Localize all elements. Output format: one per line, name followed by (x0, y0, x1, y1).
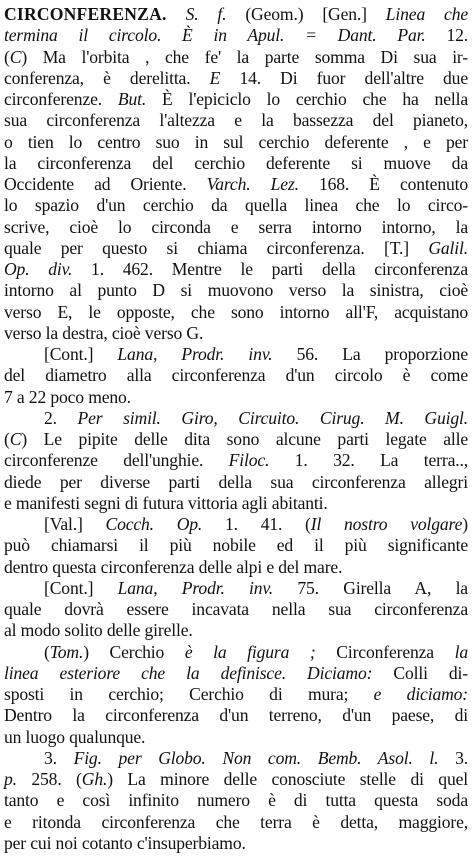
text: 3. (438, 747, 468, 768)
italic-text: p. (4, 769, 17, 789)
text: scrive, cioè lo circonda e serra intorno intorno, la (4, 216, 468, 237)
italic-text: Fig. per Globo. Non com. Bemb. Asol. l. (73, 747, 439, 768)
italic-text: Varch. Lez. (206, 174, 299, 194)
italic-text: la (454, 641, 468, 662)
text: 2. (44, 407, 78, 428)
italic-text: S. (185, 4, 199, 24)
text: la circonferenza del cerchio deferente si muove da (4, 152, 468, 173)
text: 258. ( (16, 769, 82, 789)
italic-text: Galil. (428, 237, 468, 258)
italic-text: linea esteriore che la definisce. Diciamo: (4, 662, 373, 683)
italic-text: But. (117, 89, 147, 109)
text: ) (462, 514, 468, 534)
italic-text: Cocch. Op. (105, 514, 203, 534)
italic-text: f. (217, 4, 227, 24)
text: Colli di- (372, 662, 468, 683)
text: È l'epiciclo lo cerchio che ha nella (146, 89, 468, 109)
text: può chiamarsi il più nobile ed il più significante (4, 535, 468, 556)
italic-text: C (9, 46, 22, 67)
text: ) Le pipite delle dita sono alcune parti legate alle (21, 429, 468, 449)
text: circonferenze. (4, 89, 118, 109)
text: [Cont.] (44, 577, 118, 598)
text: lo spazio d'un cerchio da quella linea che lo circo- (4, 195, 468, 216)
text: ) Ma l'orbita , che fe' la parte somma Di sua ir- (21, 46, 468, 67)
text: ) Cerchio (83, 641, 185, 662)
text: intorno al punto D si muovono verso la sinistra, cioè (4, 280, 468, 301)
italic-text: e diciamo: (373, 684, 469, 704)
italic-text: Filoc. (228, 450, 270, 471)
text: 168. È contenuto (298, 174, 468, 194)
text: 1. 41. ( (202, 514, 311, 534)
italic-text: E (209, 67, 221, 88)
italic-text: Il nostro volgare (310, 514, 463, 534)
text: ( (4, 429, 10, 449)
text: 56. La proporzione (272, 344, 468, 364)
text: 75. Girella A, la (273, 577, 468, 598)
text: ) La minore delle conosciute stelle di quel (107, 769, 468, 789)
italic-text: Linea che (385, 4, 468, 24)
italic-text: è la figura ; (184, 641, 316, 662)
text: Occidente ad Oriente. (4, 174, 207, 194)
italic-text: C (9, 429, 22, 449)
text: 1. 462. Mentre le parti della circonferenza (72, 259, 468, 279)
text: (Geom.) [Gen.] (226, 4, 386, 24)
text: [Cont.] (44, 344, 118, 364)
text: tanto e così infinito numero è di tutta questa soda (4, 790, 468, 811)
text: ( (4, 46, 10, 67)
text: 7 a 22 poco meno. (4, 386, 131, 407)
text: Dentro la circonferenza d'un terreno, d'un paese, di (4, 705, 468, 726)
text: sposti in cerchio; Cerchio di mura; (4, 684, 374, 704)
text: per cui noi cotanto c'insuperbiamo. (4, 832, 246, 853)
italic-text: Lana, Prodr. inv. (117, 577, 274, 598)
text: sua circonferenza l'altezza e la bassezza del pianeto, (4, 110, 468, 131)
headword: CIRCONFERENZA. (4, 4, 167, 24)
italic-text: Lana, Prodr. inv. (117, 344, 273, 364)
text (198, 4, 217, 24)
italic-text: Gh. (81, 769, 108, 789)
text: verso la destra, cioè verso G. (4, 322, 204, 343)
text: diede per diverse parti della sua circonferenza allegri (4, 471, 468, 492)
text: e manifesti segni di futura vittoria agli abitanti. (4, 492, 328, 513)
text: 3. (44, 747, 74, 768)
italic-text: Per simil. Giro, Circuito. Cirug. M. Guigl. (77, 407, 468, 428)
text: al modo solito delle girelle. (4, 620, 193, 641)
text: circonferenze dell'unghie. (4, 450, 229, 471)
text: conferenza, è derelitta. (4, 67, 210, 88)
text: e ritonda circonferenza che terra è detta, maggiore, (4, 811, 468, 832)
text: o tien lo centro suo in sul cerchio deferente , e per (4, 131, 468, 152)
dictionary-page (4, 2, 468, 855)
italic-text: Op. div. (4, 259, 73, 279)
text: del diametro alla circonferenza d'un circolo è come (4, 365, 468, 386)
text: verso E, le opposte, che sono intorno all'F, acquistano (4, 301, 468, 322)
text: un luogo qualunque. (4, 726, 146, 747)
text-line (4, 831, 246, 856)
text: quale dovrà essere incavata nella sua circonferenza (4, 599, 468, 619)
text: [Val.] (44, 514, 106, 534)
text: quale per questo si chiama circonferenza. [T.] (4, 237, 429, 258)
italic-text: termina il circolo. È in Apul. = Dant. Par. (4, 25, 426, 46)
text: 1. 32. La terra.., (269, 450, 468, 471)
text: 14. Di fuor dell'altre due (220, 67, 468, 88)
italic-text: Tom. (49, 641, 84, 662)
text: Circonferenza (315, 641, 455, 662)
text: dentro questa circonferenza delle alpi e del mare. (4, 556, 343, 577)
text: 12. (425, 25, 468, 46)
text: ( (44, 641, 50, 662)
